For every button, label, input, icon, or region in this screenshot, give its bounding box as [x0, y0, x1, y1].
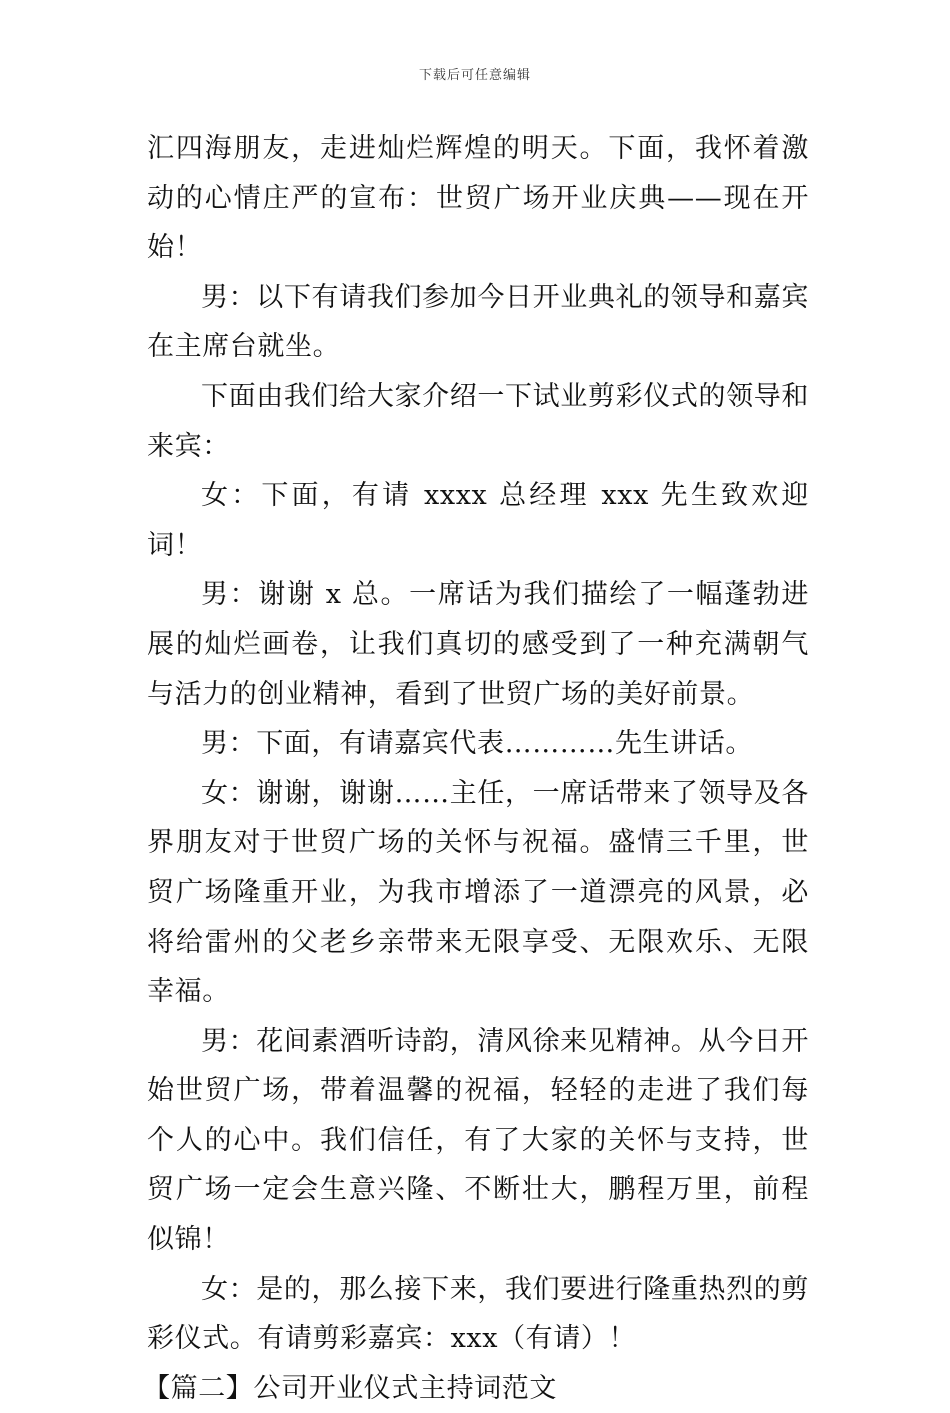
paragraph-5: 男：谢谢 x 总。一席话为我们描绘了一幅蓬勃进展的灿烂画卷，让我们真切的感受到了一种充满朝气与活力的创业精神，看到了世贸广场的美好前景。 — [147, 579, 809, 710]
paragraph-8: 男：花间素酒听诗韵，清风徐来见精神。从今日开始世贸广场，带着温馨的祝福，轻轻的走进了我们每个人的心中。我们信任，有了大家的关怀与支持，世贸广场一定会生意兴隆、不断壮大，鹏程万里，前程似锦！ — [147, 1025, 809, 1256]
paragraph-3: 下面由我们给大家介绍一下试业剪彩仪式的领导和来宾： — [147, 380, 809, 462]
paragraph-9: 女：是的，那么接下来，我们要进行隆重热烈的剪彩仪式。有请剪彩嘉宾：xxx（有请）！ — [147, 1273, 809, 1355]
document-body — [143, 124, 809, 1413]
page-header: 下载后可任意编辑 — [418, 68, 531, 83]
paragraph-6: 男：下面，有请嘉宾代表…………先生讲话。 — [201, 728, 753, 760]
paragraph-1: 汇四海朋友，走进灿烂辉煌的明天。下面，我怀着激动的心情庄严的宣布：世贸广场开业庆典——现在开始！ — [147, 133, 809, 264]
paragraph-2: 男：以下有请我们参加今日开业典礼的领导和嘉宾在主席台就坐。 — [147, 281, 809, 363]
paragraph-4: 女：下面，有请 xxxx 总经理 xxx 先生致欢迎词！ — [147, 480, 809, 561]
paragraph-7: 女：谢谢，谢谢……主任，一席话带来了领导及各界朋友对于世贸广场的关怀与祝福。盛情三千里，世贸广场隆重开业，为我市增添了一道漂亮的风景，必将给雷州的父老乡亲带来无限享受、无限欢乐、无限幸福。 — [147, 777, 809, 1008]
section-heading: 【篇二】公司开业仪式主持词范文 — [143, 1372, 557, 1404]
